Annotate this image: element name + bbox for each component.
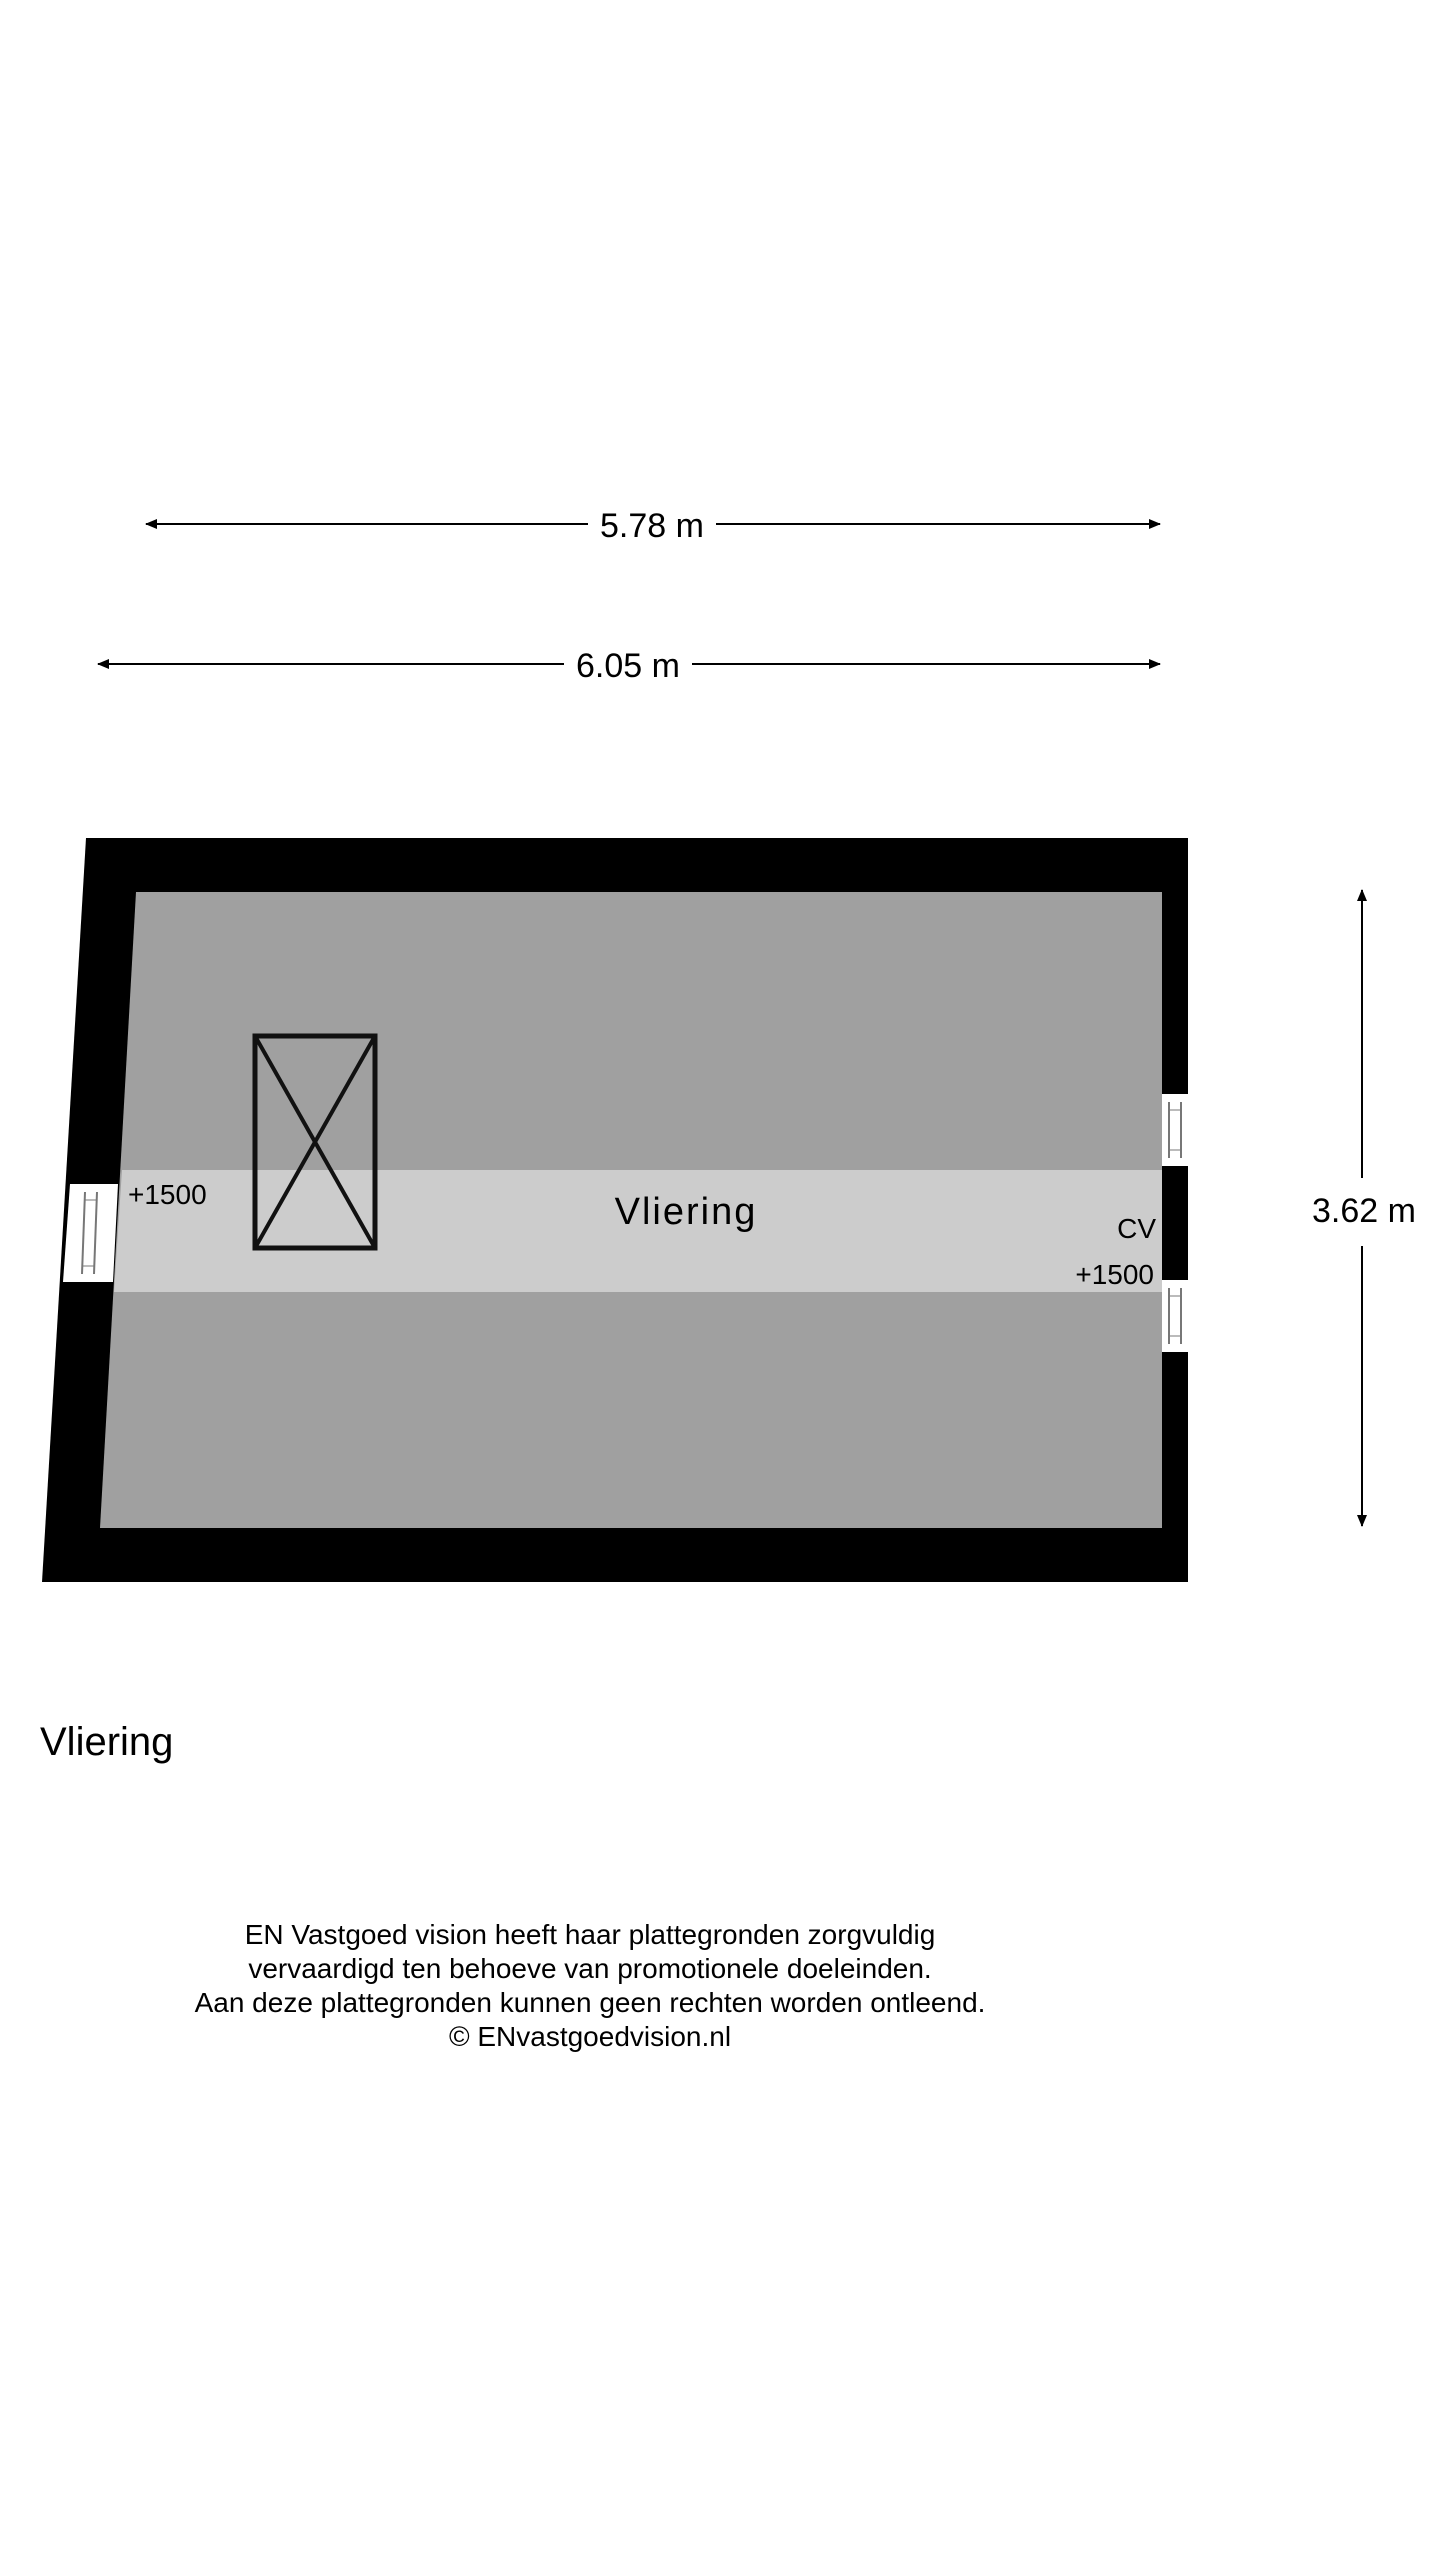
window-left (63, 1184, 118, 1282)
dimension-top-outer (98, 647, 1160, 685)
dimension-right-depth (1312, 890, 1416, 1526)
dimension-label-top-outer: 6.05 m (576, 647, 680, 685)
floor-caption: Vliering (40, 1720, 174, 1764)
disclaimer-line: EN Vastgoed vision heeft haar plattegronden zorgvuldig (244, 1919, 936, 1950)
disclaimer-line: vervaardigd ten behoeve van promotionele doeleinden. (248, 1953, 932, 1984)
disclaimer-line: Aan deze plattegronden kunnen geen rechten worden ontleend. (194, 1987, 986, 2018)
heating-label: CV (1117, 1213, 1156, 1244)
dimension-label-top-inner: 5.78 m (600, 507, 704, 545)
disclaimer (0, 1918, 1180, 2054)
height-label-right: +1500 (1075, 1259, 1154, 1290)
room-label: Vliering (614, 1191, 758, 1233)
window-right-upper (1162, 1094, 1188, 1166)
height-label-left: +1500 (128, 1179, 207, 1210)
window-right-lower (1162, 1280, 1188, 1352)
dimension-top-inner (146, 507, 1160, 545)
dimension-label-right-depth: 3.62 m (1312, 1192, 1416, 1230)
copyright-line: © ENvastgoedvision.nl (448, 2021, 732, 2052)
